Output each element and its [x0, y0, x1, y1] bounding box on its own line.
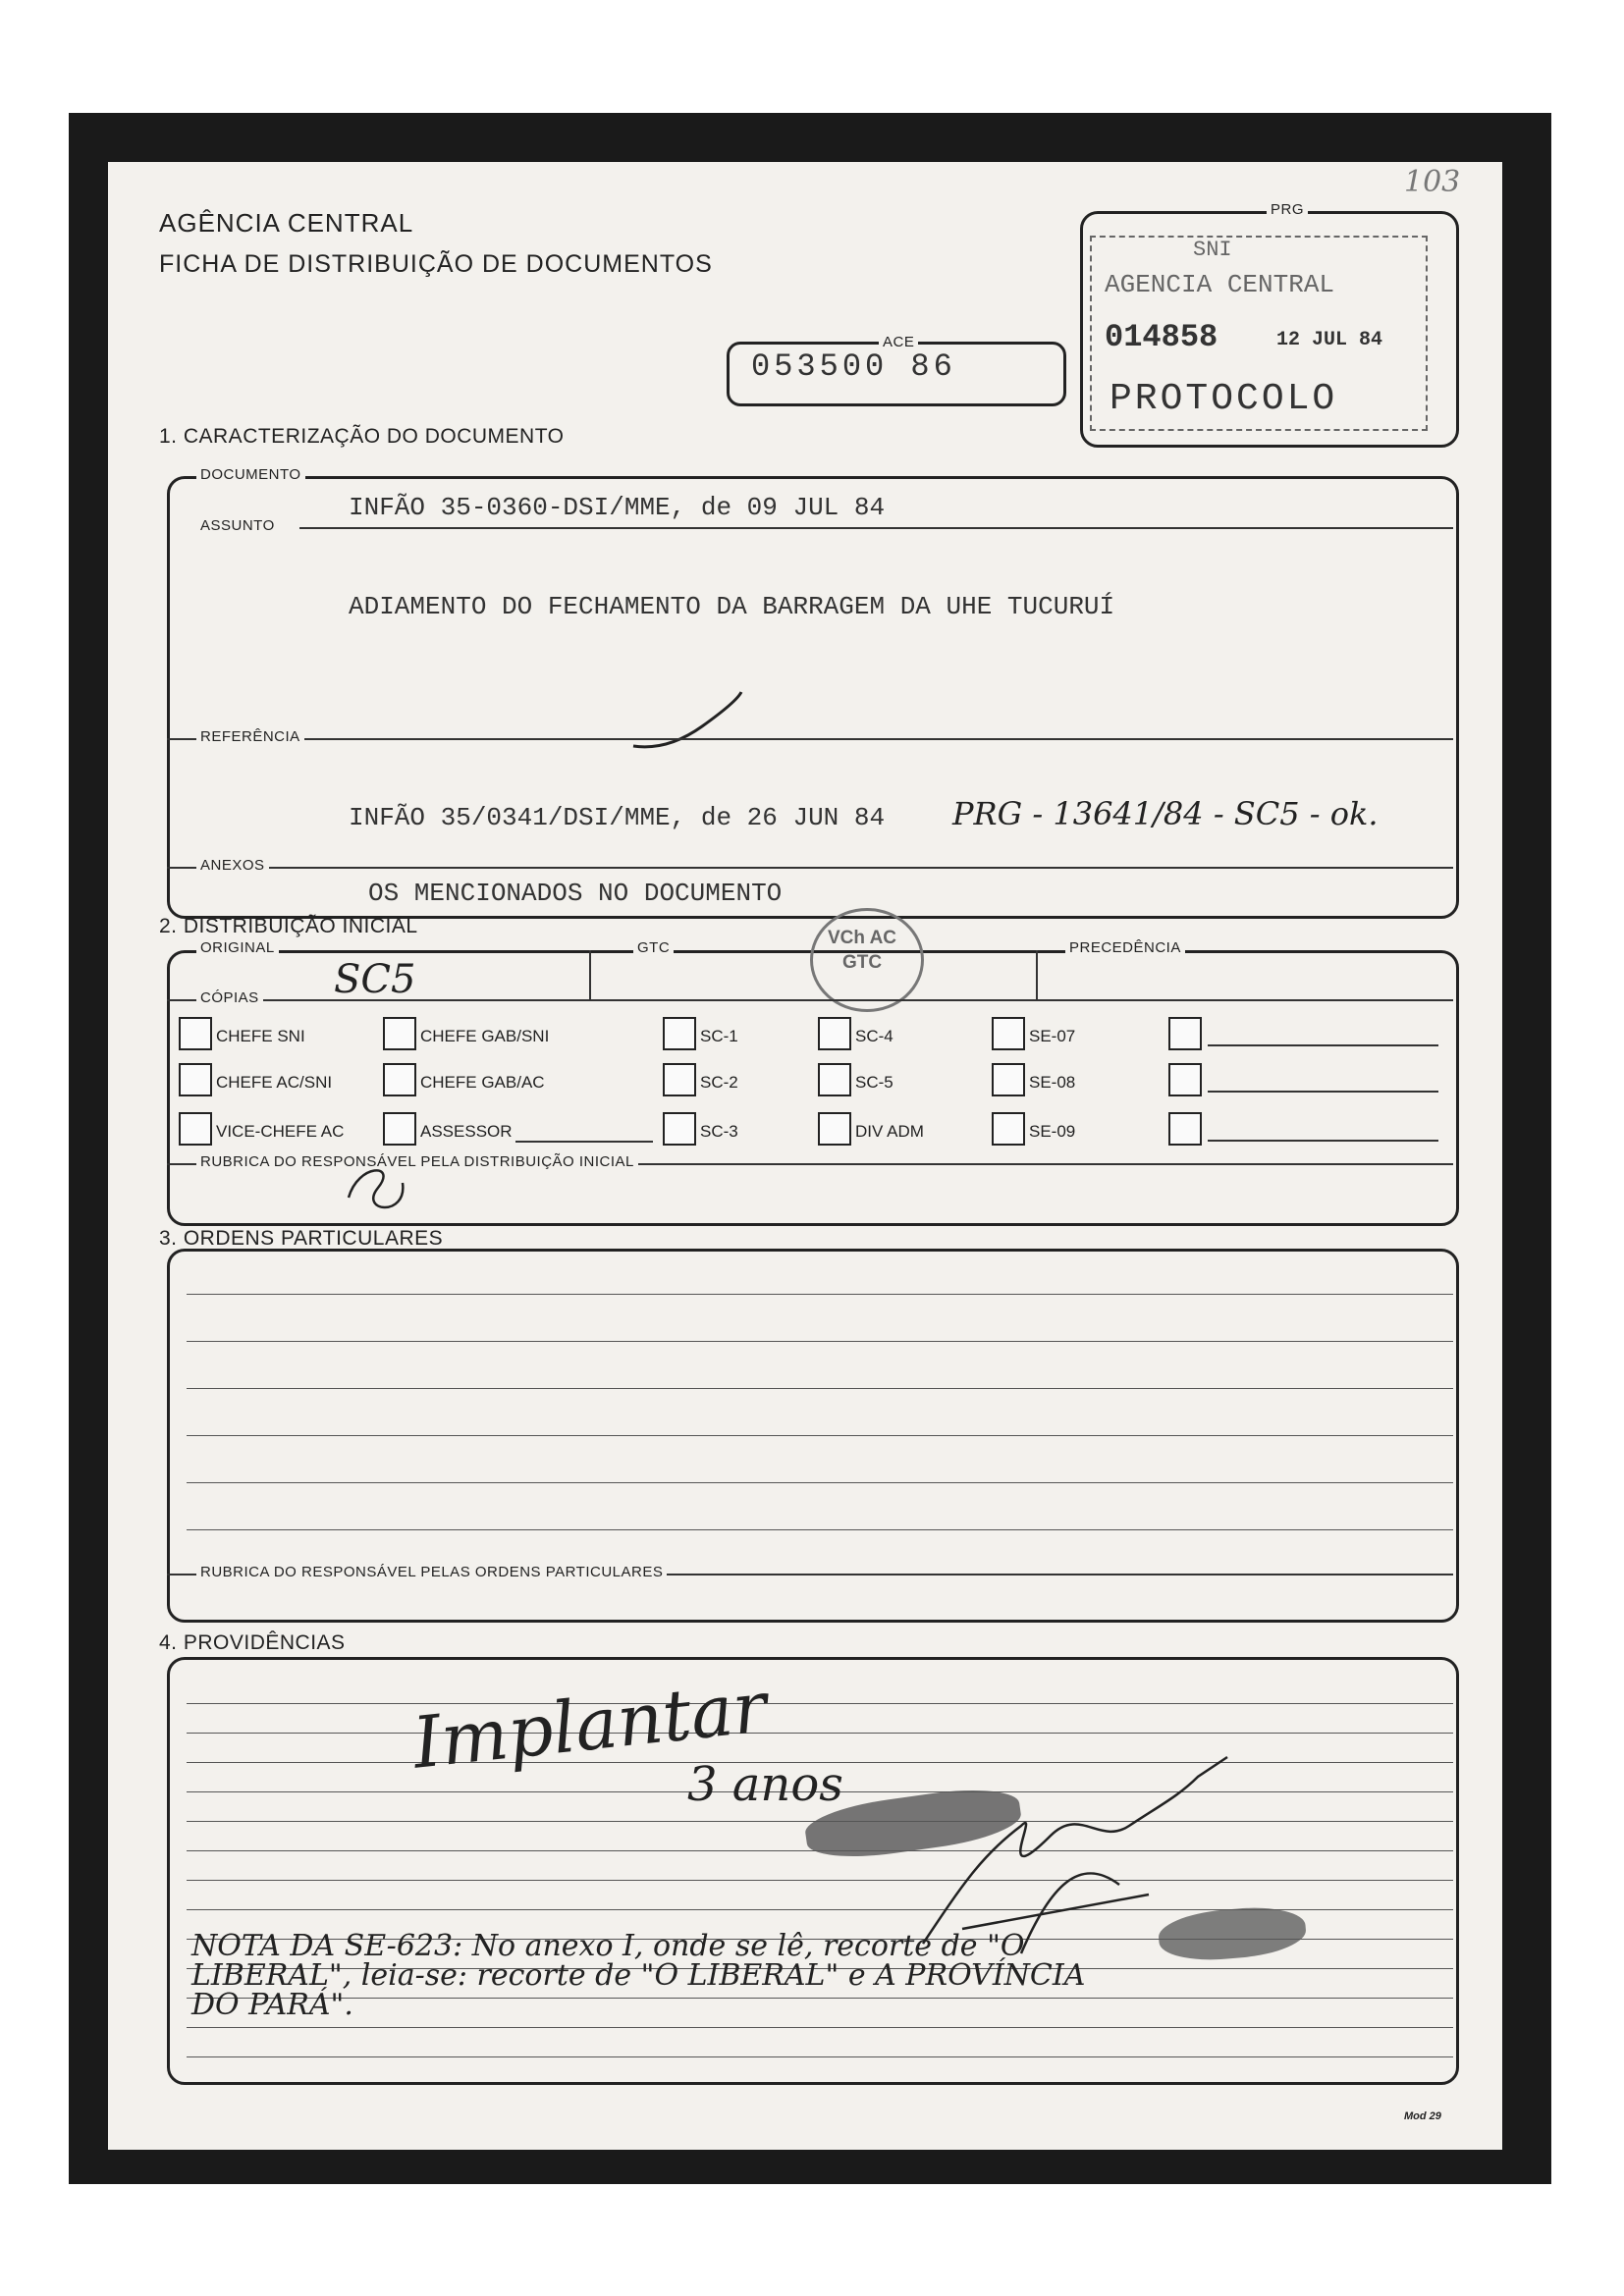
- section1-title: 1. CARACTERIZAÇÃO DO DOCUMENTO: [159, 425, 565, 448]
- copy-label: CHEFE AC/SNI: [216, 1073, 333, 1092]
- ordens-line: [187, 1388, 1453, 1389]
- anexos-rule: [167, 867, 1453, 869]
- rubrica-distribuicao-label: RUBRICA DO RESPONSÁVEL PELA DISTRIBUIÇÃO INICIAL: [196, 1153, 638, 1170]
- precedencia-label: PRECEDÊNCIA: [1065, 939, 1185, 956]
- gtc-stamp-line2: GTC: [842, 952, 883, 973]
- checkbox-chefe-gab-sni[interactable]: [383, 1017, 416, 1050]
- checkbox-blank-1[interactable]: [1168, 1017, 1202, 1050]
- anexos-label: ANEXOS: [196, 857, 269, 874]
- original-divider: [589, 950, 591, 999]
- checkbox-chefe-ac-sni[interactable]: [179, 1063, 212, 1096]
- form-model: Mod 29: [1404, 2110, 1441, 2122]
- providencias-line: [187, 2056, 1453, 2057]
- documento-label: DOCUMENTO: [196, 466, 305, 483]
- assunto-value: ADIAMENTO DO FECHAMENTO DA BARRAGEM DA UHE TUCURUÍ: [349, 592, 1115, 621]
- ordens-line: [187, 1435, 1453, 1436]
- checkbox-sc-4[interactable]: [818, 1017, 851, 1050]
- ordens-line: [187, 1294, 1453, 1295]
- copy-label: ASSESSOR: [420, 1122, 513, 1141]
- note-line-1: NOTA DA SE-623: No anexo I, onde se lê, recorte de "O: [191, 1929, 1025, 1963]
- documento-rule: [299, 527, 1453, 529]
- agency-name: AGÊNCIA CENTRAL: [159, 208, 414, 238]
- referencia-rule: [167, 738, 1453, 740]
- checkbox-sc-2[interactable]: [663, 1063, 696, 1096]
- copy-label: SC-4: [855, 1027, 893, 1045]
- prg-label: PRG: [1267, 201, 1308, 218]
- copy-label: SC-1: [700, 1027, 738, 1045]
- note-line-2: LIBERAL", leia-se: recorte de "O LIBERAL" e A PROVÍNCIA: [191, 1958, 1086, 1993]
- providencias-line: [187, 1998, 1453, 1999]
- anexos-value: OS MENCIONADOS NO DOCUMENTO: [368, 879, 783, 908]
- rubrica-ordens-label: RUBRICA DO RESPONSÁVEL PELAS ORDENS PARTICULARES: [196, 1564, 667, 1580]
- blank-line-1: [1208, 1044, 1438, 1046]
- checkmark-icon: [628, 687, 746, 756]
- stamp-line2: AGENCIA CENTRAL: [1105, 270, 1335, 299]
- page-number: 103: [1404, 165, 1461, 199]
- section2-title: 2. DISTRIBUIÇÃO INICIAL: [159, 915, 418, 937]
- assunto-label: ASSUNTO: [196, 517, 279, 534]
- copy-label: CHEFE SNI: [216, 1027, 305, 1045]
- section1-box: [167, 476, 1459, 919]
- gtc-divider: [1036, 950, 1038, 999]
- form-title: FICHA DE DISTRIBUIÇÃO DE DOCUMENTOS: [159, 250, 713, 278]
- gtc-label: GTC: [633, 939, 674, 956]
- rubrica-signature: [339, 1158, 417, 1217]
- stamp-date: 12 JUL 84: [1276, 329, 1383, 351]
- copy-label: SC-5: [855, 1073, 893, 1092]
- copy-label: SE-08: [1029, 1073, 1076, 1092]
- gtc-stamp-line1: VCh AC: [828, 928, 897, 948]
- stamp-number: 014858: [1105, 319, 1218, 355]
- copy-label: CHEFE GAB/SNI: [420, 1027, 550, 1045]
- copy-label: VICE-CHEFE AC: [216, 1122, 345, 1141]
- copy-label: CHEFE GAB/AC: [420, 1073, 545, 1092]
- blank-line-2: [1208, 1091, 1438, 1093]
- ordens-line: [187, 1529, 1453, 1530]
- handwritten-implantar: Implantar: [408, 1665, 771, 1785]
- referencia-handwritten: PRG - 13641/84 - SC5 - ok.: [952, 795, 1379, 832]
- note-line-3: DO PARÁ".: [191, 1988, 353, 2022]
- checkbox-se-07[interactable]: [992, 1017, 1025, 1050]
- checkbox-assessor[interactable]: [383, 1112, 416, 1146]
- checkbox-chefe-sni[interactable]: [179, 1017, 212, 1050]
- section4-title: 4. PROVIDÊNCIAS: [159, 1631, 346, 1654]
- checkbox-vice-chefe-ac[interactable]: [179, 1112, 212, 1146]
- providencias-line: [187, 1733, 1453, 1734]
- documento-value: INFÃO 35-0360-DSI/MME, de 09 JUL 84: [349, 493, 886, 522]
- blank-line-3: [1208, 1140, 1438, 1142]
- ordens-line: [187, 1341, 1453, 1342]
- copy-label: SC-2: [700, 1073, 738, 1092]
- checkbox-div-adm[interactable]: [818, 1112, 851, 1146]
- copy-label: SC-3: [700, 1122, 738, 1141]
- referencia-value: INFÃO 35/0341/DSI/MME, de 26 JUN 84: [349, 803, 886, 832]
- original-value: SC5: [334, 957, 416, 1002]
- stamp-footer: PROTOCOLO: [1110, 378, 1338, 420]
- checkbox-sc-1[interactable]: [663, 1017, 696, 1050]
- checkbox-sc-5[interactable]: [818, 1063, 851, 1096]
- ace-label: ACE: [879, 334, 918, 350]
- ordens-line: [187, 1482, 1453, 1483]
- providencias-line: [187, 2027, 1453, 2028]
- copy-label: SE-07: [1029, 1027, 1076, 1045]
- checkbox-se-09[interactable]: [992, 1112, 1025, 1146]
- stamp-line1: SNI: [1193, 238, 1232, 262]
- handwritten-anos: 3 anos: [687, 1757, 843, 1812]
- checkbox-se-08[interactable]: [992, 1063, 1025, 1096]
- checkbox-sc-3[interactable]: [663, 1112, 696, 1146]
- copy-label: DIV ADM: [855, 1122, 924, 1141]
- referencia-label: REFERÊNCIA: [196, 728, 304, 745]
- ace-number: 053500 86: [751, 348, 956, 385]
- checkbox-blank-3[interactable]: [1168, 1112, 1202, 1146]
- copias-rule: [167, 999, 1453, 1001]
- checkbox-blank-2[interactable]: [1168, 1063, 1202, 1096]
- checkbox-chefe-gab-ac[interactable]: [383, 1063, 416, 1096]
- assessor-line: [515, 1141, 653, 1143]
- original-label: ORIGINAL: [196, 939, 279, 956]
- copy-label: SE-09: [1029, 1122, 1076, 1141]
- section3-title: 3. ORDENS PARTICULARES: [159, 1227, 444, 1250]
- providencias-line: [187, 1703, 1453, 1704]
- copias-label: CÓPIAS: [196, 989, 263, 1006]
